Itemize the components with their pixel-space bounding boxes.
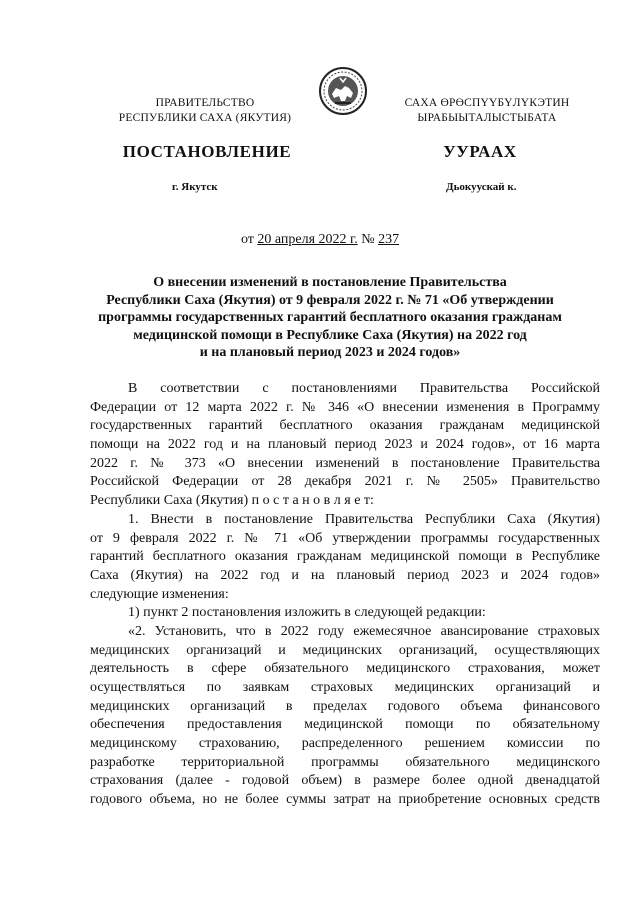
document-body	[90, 380, 600, 810]
body-line: помощи на 2022 год и на плановый период 2023 и 2024 годов», от 16 марта	[90, 437, 600, 453]
title-line: О внесении изменений в постановление Правительства	[153, 275, 507, 290]
body-line: обеспечения предоставления медицинской помощи по обязательному	[90, 717, 600, 733]
government-label: ПРАВИТЕЛЬСТВО	[155, 97, 255, 109]
body-line: разработке территориальной программы обязательного медицинского	[90, 754, 600, 770]
title-line: и на плановый период 2023 и 2024 годов»	[199, 345, 461, 361]
header-right	[372, 96, 602, 126]
date-prefix: от	[240, 232, 254, 247]
body-line: от 9 февраля 2022 г. № 71 «Об утверждении программы государственных	[90, 530, 600, 546]
city-label: г. Якутск	[172, 181, 218, 193]
document-title	[90, 274, 570, 362]
title-line: программы государственных гарантий бесплатного оказания гражданам	[98, 310, 562, 326]
title-line: медицинской помощи в Республике Саха (Якутия) на 2022 год	[133, 327, 527, 343]
body-line: осуществляться по заявкам страховых медицинских организаций и	[90, 680, 600, 695]
republic-label-sakha: ЫРАБЫЫТАЛЫСТЫБАТА	[417, 112, 557, 124]
body-line: Российской Федерации от 28 декабря 2021 г. № 2505» Правительство	[90, 474, 600, 490]
body-line: Федерации от 12 марта 2022 г. № 346 «О внесении изменения в Программу	[90, 399, 600, 415]
body-line: государственных гарантий бесплатного оказания гражданам медицинской	[90, 418, 600, 434]
body-line: медицинских организаций и медицинских организаций, осуществляющих	[90, 642, 600, 658]
body-line: страхования (далее - годовой объем) в размере более одной двенадцатой	[90, 773, 600, 789]
republic-label: РЕСПУБЛИКИ САХА (ЯКУТИЯ)	[118, 112, 292, 124]
number-sign: №	[361, 232, 375, 247]
body-line: 1) пункт 2 постановления изложить в следующей редакции:	[128, 605, 486, 621]
body-line: 1. Внести в постановление Правительства Республики Саха (Якутия)	[128, 511, 600, 527]
body-line: Республики Саха (Якутия) п о с т а н о в л я е т:	[90, 493, 374, 509]
body-line: 2022 г. № 373 «О внесении изменений в постановление Правительства	[90, 455, 600, 471]
number-value: 237	[378, 232, 400, 247]
document-type-title: ПОСТАНОВЛЕНИЕ	[122, 142, 292, 161]
body-line: следующие изменения:	[90, 586, 229, 602]
body-line: «2. Установить, что в 2022 году ежемесячное авансирование страховых	[128, 623, 600, 639]
body-line: медицинскому страхованию, распределенного решением комиссии по	[90, 736, 600, 752]
date-number-line	[0, 232, 640, 248]
body-line: В соответствии с постановлениями Правительства Российской	[128, 381, 600, 396]
title-line: Республики Саха (Якутия) от 9 февраля 2022 г. № 71 «Об утверждении	[106, 292, 554, 308]
header-left	[90, 96, 320, 126]
body-line: деятельность в сфере обязательного медицинского страхования, может	[90, 661, 600, 677]
body-line: Саха (Якутия) на 2022 год и на плановый период 2023 и 2024 годов»	[90, 567, 600, 583]
document-type-title-sakha: УУРААХ	[443, 142, 517, 161]
city-label-sakha: Дьокуускай к.	[446, 181, 517, 193]
date-value: 20 апреля 2022 г.	[257, 232, 358, 247]
coat-of-arms-icon	[318, 66, 368, 116]
body-line: медицинских организаций в пределах годового объема финансового	[90, 698, 600, 714]
body-line: годового объема, но не более суммы затрат на приобретение основных средств	[90, 792, 600, 808]
government-label-sakha: САХА ӨРӨСПҮҮБҮЛҮКЭТИН	[404, 97, 570, 109]
body-line: гарантий бесплатного оказания гражданам медицинской помощи в Республике	[90, 549, 600, 565]
